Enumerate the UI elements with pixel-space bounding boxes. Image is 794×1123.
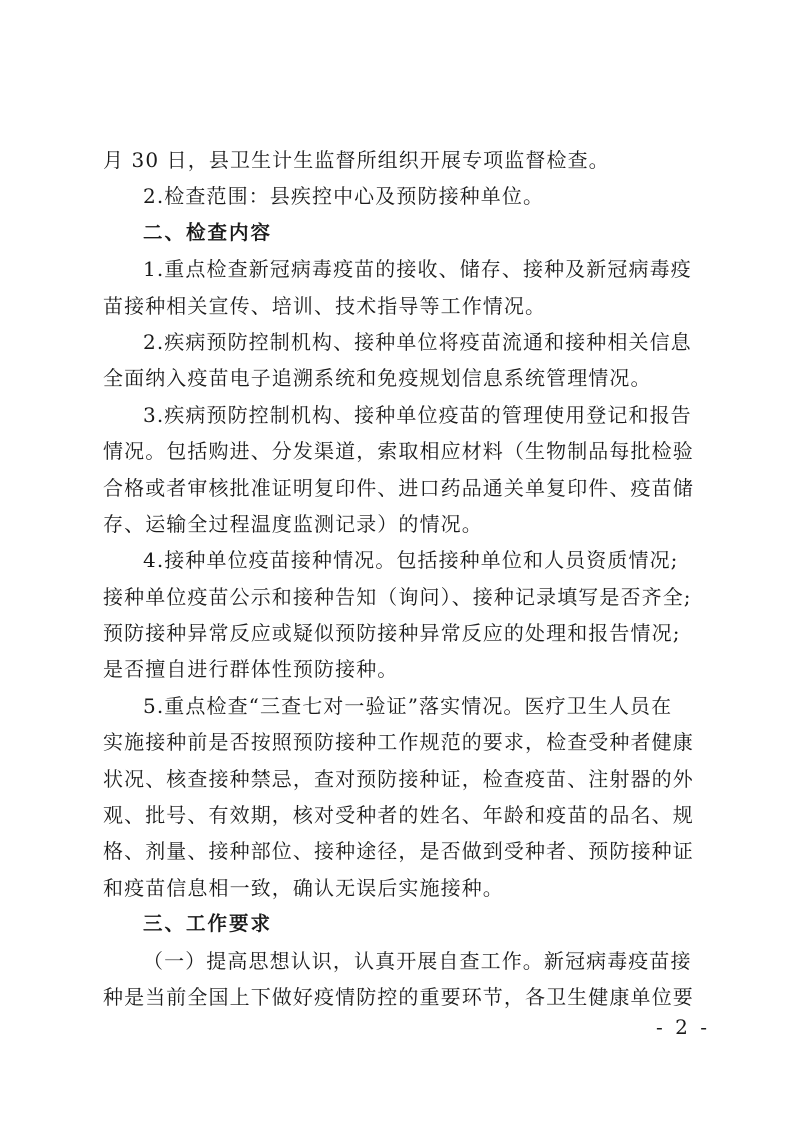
body-line: 4.接种单位疫苗接种情况。包括接种单位和人员资质情况;	[143, 548, 679, 573]
body-line: 格、剂量、接种部位、接种途径，是否做到受种者、预防接种证	[103, 839, 694, 864]
body-line: 状况、核查接种禁忌，查对预防接种证，检查疫苗、注射器的外	[103, 766, 694, 791]
body-line: 和疫苗信息相一致，确认无误后实施接种。	[103, 875, 504, 900]
body-line: 合格或者审核批准证明复印件、进口药品通关单复印件、疫苗储	[103, 475, 694, 500]
body-line: 预防接种异常反应或疑似预防接种异常反应的处理和报告情况;	[103, 621, 681, 646]
page-number: - 2 -	[656, 1015, 710, 1039]
body-line: 苗接种相关宣传、培训、技术指导等工作情况。	[103, 293, 547, 318]
body-line: 种是当前全国上下做好疫情防控的重要环节，各卫生健康单位要	[103, 984, 694, 1009]
body-line: 实施接种前是否按照预防接种工作规范的要求，检查受种者健康	[103, 730, 694, 755]
body-line: （一）提高思想认识，认真开展自查工作。新冠病毒疫苗接	[143, 948, 692, 973]
body-line: 5.重点检查“三查七对一验证”落实情况。医疗卫生人员在	[143, 693, 673, 718]
section-heading-inspection-content: 二、检查内容	[143, 220, 273, 244]
body-line: 月 30 日，县卫生计生监督所组织开展专项监督检查。	[103, 148, 610, 172]
document-body	[103, 142, 701, 1015]
section-heading-work-requirements: 三、工作要求	[143, 912, 273, 936]
body-line: 观、批号、有效期，核对受种者的姓名、年龄和疫苗的品名、规	[103, 803, 694, 828]
body-line: 1.重点检查新冠病毒疫苗的接收、储存、接种及新冠病毒疫	[143, 257, 692, 282]
body-line: 全面纳入疫苗电子追溯系统和免疫规划信息系统管理情况。	[103, 366, 652, 391]
body-line: 3.疾病预防控制机构、接种单位疫苗的管理使用登记和报告	[143, 402, 692, 427]
body-line: 接种单位疫苗公示和接种告知（询问）、接种记录填写是否齐全;	[103, 584, 692, 609]
body-line: 存、运输全过程温度监测记录）的情况。	[103, 511, 483, 536]
body-line: 情况。包括购进、分发渠道，索取相应材料（生物制品每批检验	[103, 439, 694, 464]
body-line: 是否擅自进行群体性预防接种。	[103, 657, 399, 682]
inspection-scope: 2.检查范围：县疾控中心及预防接种单位。	[143, 184, 545, 209]
body-line: 2.疾病预防控制机构、接种单位将疫苗流通和接种相关信息	[143, 329, 692, 354]
